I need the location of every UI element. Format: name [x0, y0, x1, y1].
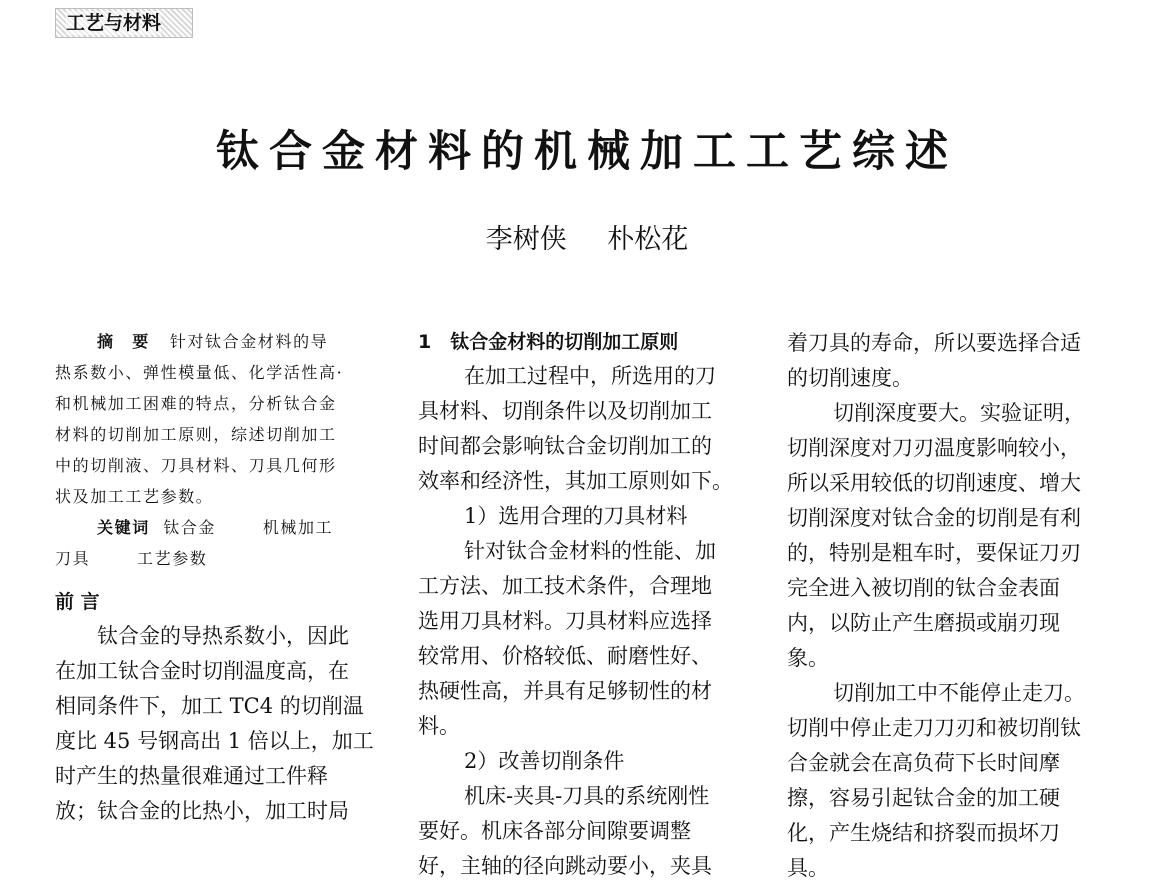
- body-line: 具材料、切削条件以及切削加工: [418, 399, 712, 423]
- body-line: 切削深度要大。实验证明，: [833, 401, 1085, 425]
- body-line: 合金就会在高负荷下长时间摩: [787, 751, 1060, 775]
- author-2: 朴松花: [607, 224, 689, 255]
- body-line: 料。: [418, 714, 460, 738]
- body-line: 切削中停止走刀刀刃和被切削钛: [787, 716, 1081, 740]
- preface-heading: 前 言: [55, 591, 100, 613]
- body-line: 效率和经济性，其加工原则如下。: [418, 469, 733, 493]
- abstract-line: [55, 326, 380, 357]
- body-line: 在加工钛合金时切削温度高，在: [55, 659, 349, 683]
- keywords-label: 关键词: [97, 518, 150, 537]
- body-line: 的，特别是粗车时，要保证刀刃: [787, 541, 1081, 565]
- body-line: 相同条件下，加工 TC4 的切削温: [55, 694, 364, 718]
- body-line: 所以采用较低的切削速度、增大: [787, 471, 1081, 495]
- abstract-text: 针对钛合金材料的导: [169, 332, 329, 351]
- column-right: [787, 326, 1109, 886]
- abstract-line: 和机械加工困难的特点，分析钛合金: [55, 394, 337, 413]
- body-line: 在加工过程中，所选用的刀: [464, 364, 716, 388]
- body-line: 内，以防止产生磨损或崩刃现: [787, 611, 1060, 635]
- body-line: 钛合金的导热系数小，因此: [97, 624, 349, 648]
- authors: [0, 220, 1174, 260]
- body-line: 时产生的热量很难通过工件释: [55, 764, 328, 788]
- body-line: 着刀具的寿命，所以要选择合适: [787, 331, 1081, 355]
- keyword: 机械加工: [262, 518, 334, 537]
- body-line: 切削加工中不能停止走刀。: [833, 681, 1085, 705]
- keyword: 刀具: [55, 549, 91, 568]
- body-line: 完全进入被切削的钛合金表面: [787, 576, 1060, 600]
- body-line: 擦，容易引起钛合金的加工硬: [787, 786, 1060, 810]
- body-line: 时间都会影响钛合金切削加工的: [418, 434, 712, 458]
- subsection-heading: 1）选用合理的刀具材料: [464, 504, 688, 528]
- body-line: 切削深度对刀刃温度影响较小，: [787, 436, 1081, 460]
- body-line: 较常用、价格较低、耐磨性好、: [418, 644, 712, 668]
- abstract-line: 热系数小、弹性模量低、化学活性高·: [55, 363, 344, 382]
- column-middle: [418, 326, 744, 884]
- abstract-line: 状及加工工艺参数。: [55, 487, 214, 506]
- abstract-line: 中的切削液、刀具材料、刀具几何形: [55, 456, 337, 475]
- body-line: 化，产生烧结和挤裂而损坏刀: [787, 821, 1060, 845]
- body-line: 热硬性高，并具有足够韧性的材: [418, 679, 712, 703]
- section-heading: 1 钛合金材料的切削加工原则: [418, 331, 679, 353]
- body-line: 放；钛合金的比热小，加工时局: [55, 799, 349, 823]
- body-line: 象。: [787, 646, 829, 670]
- abstract-label: 摘 要: [97, 332, 150, 351]
- body-line: 的切削速度。: [787, 366, 913, 390]
- subsection-heading: 2）改善切削条件: [464, 749, 625, 773]
- body-line: 工方法、加工技术条件，合理地: [418, 574, 712, 598]
- body-line: 度比 45 号钢高出 1 倍以上，加工: [55, 729, 374, 753]
- keywords-line: [55, 512, 380, 543]
- keyword: 钛合金: [163, 518, 216, 537]
- keywords-line: [55, 543, 380, 574]
- column-left: [55, 326, 380, 829]
- author-1: 李树侠: [485, 224, 567, 255]
- body-line: 要好。机床各部分间隙要调整: [418, 819, 691, 843]
- abstract-line: 材料的切削加工原则，综述切削加工: [55, 425, 337, 444]
- body-line: 切削深度对钛合金的切削是有利: [787, 506, 1081, 530]
- body-line: 具。: [787, 856, 829, 880]
- keyword: 工艺参数: [137, 549, 208, 568]
- body-line: 选用刀具材料。刀具材料应选择: [418, 609, 712, 633]
- body-line: 针对钛合金材料的性能、加: [464, 539, 716, 563]
- body-line: 好，主轴的径向跳动要小，夹具: [418, 854, 712, 878]
- article-title: 钛合金材料的机械加工工艺综述: [216, 127, 958, 177]
- section-tag: [55, 8, 193, 38]
- section-tag-label: 工艺与材料: [66, 12, 162, 34]
- body-line: 机床-夹具-刀具的系统刚性: [464, 784, 710, 808]
